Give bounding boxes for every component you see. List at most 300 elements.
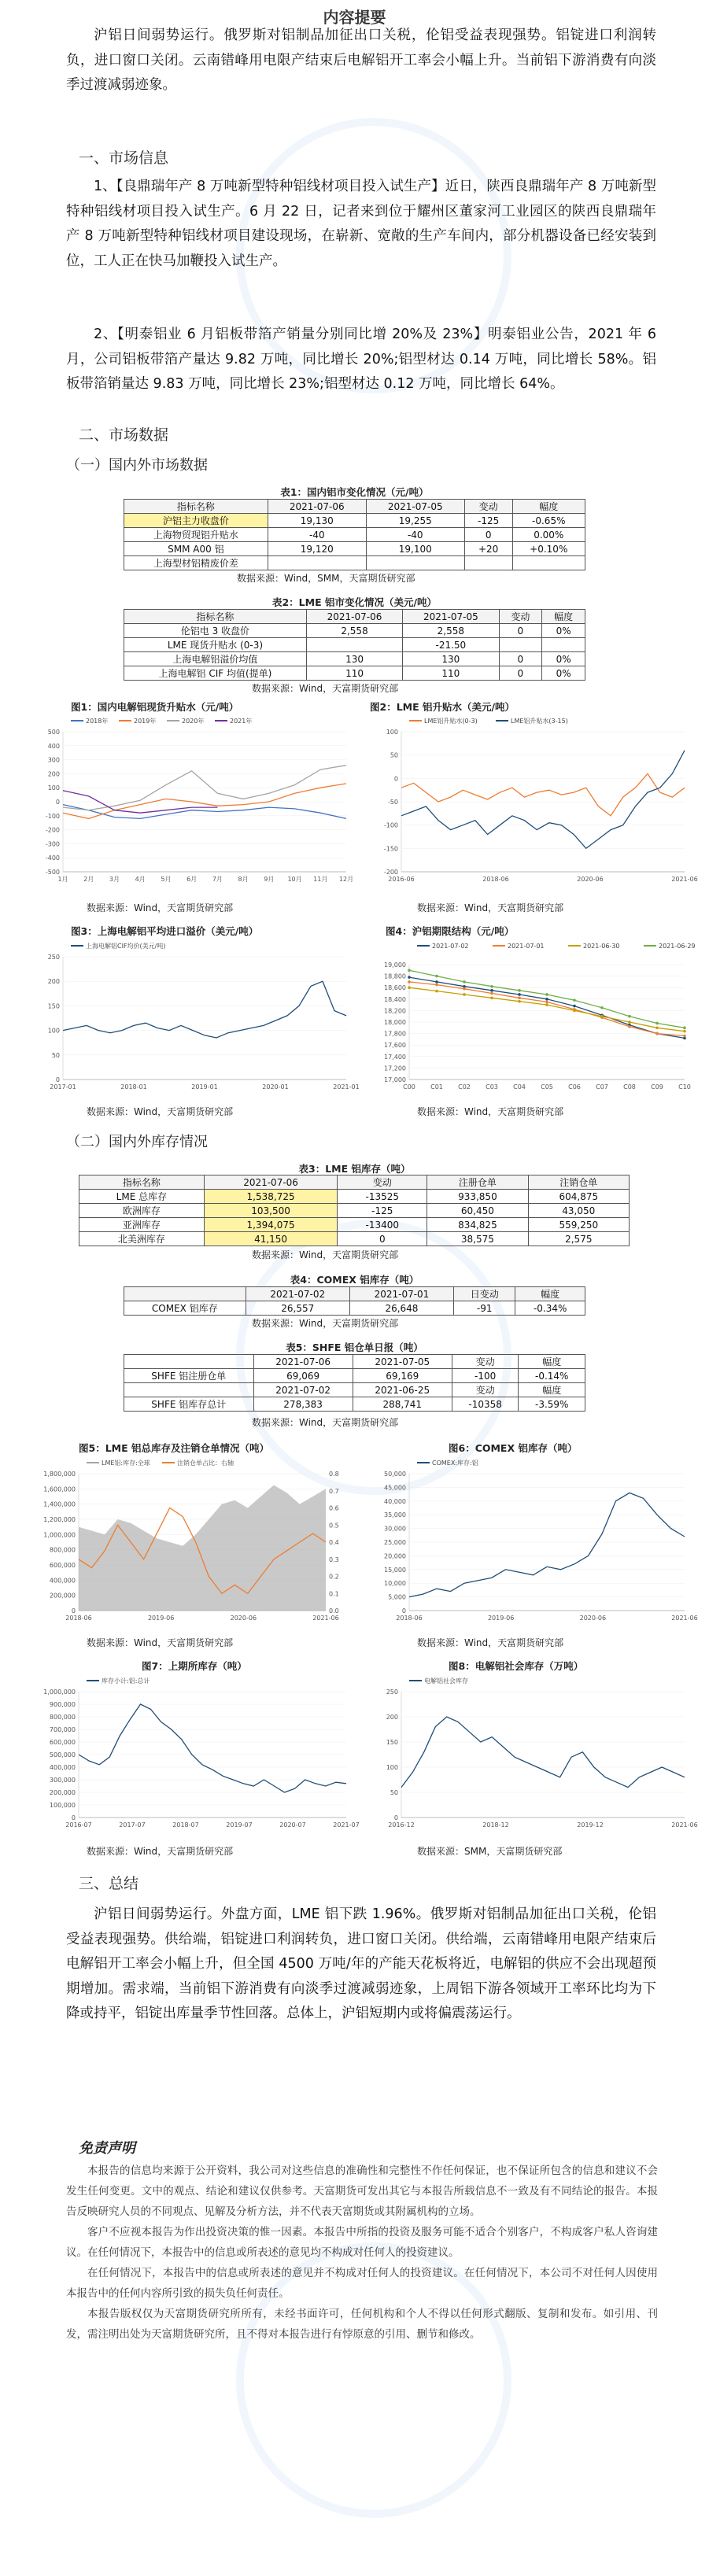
x-tick-label: 3月 xyxy=(109,876,120,883)
table4-comex-inventory xyxy=(124,1286,585,1316)
y-tick-label: 600,000 xyxy=(49,1562,76,1569)
y2-tick-label: 0.5 xyxy=(329,1522,339,1530)
x-tick-label: 2020-06 xyxy=(577,876,604,883)
series-line xyxy=(409,982,685,1036)
table-cell: 2,575 xyxy=(528,1232,629,1246)
legend-label: LME铝升贴水(3-15) xyxy=(511,718,568,725)
table-cell: 欧洲库存 xyxy=(79,1204,205,1218)
subsection-heading-inventory: （二）国内外库存情况 xyxy=(66,1134,208,1150)
legend-label: 2018年 xyxy=(86,718,109,725)
x-tick-label: 2017-01 xyxy=(50,1083,76,1091)
figure6-caption: 图6：COMEX 铝库存（吨） xyxy=(449,1442,578,1454)
legend-label: 2021-07-01 xyxy=(508,943,545,950)
table-header-cell xyxy=(124,1287,246,1301)
data-point xyxy=(573,1005,576,1008)
y-tick-label: 300,000 xyxy=(49,1777,76,1784)
y-tick-label: 100 xyxy=(386,1764,398,1771)
x-tick-label: 2016-07 xyxy=(65,1821,92,1829)
table-cell: 变动 xyxy=(452,1355,519,1369)
f4-svg xyxy=(362,938,696,1100)
table-cell: LME 现货升贴水 (0-3) xyxy=(124,638,307,652)
y-tick-label: 0 xyxy=(55,1076,60,1083)
table-cell: 19,255 xyxy=(366,514,464,528)
figure7-chart xyxy=(24,1673,360,1840)
x-tick-label: 2019-12 xyxy=(577,1821,604,1829)
table-cell: 933,850 xyxy=(427,1190,528,1204)
table-header-cell: 2021-07-06 xyxy=(204,1175,338,1190)
table-cell xyxy=(124,1355,254,1369)
table-cell: 26,648 xyxy=(349,1301,453,1316)
news-item-2: 2、【明泰铝业 6 月铝板带箔产销量分别同比增 20%及 23%】明泰铝业公告，2021 年 6 月，公司铝板带箔产量达 9.82 万吨，同比增长 20%;铝型材达 0.14 万吨，同比增长 58%。铝板带箔销量达 9.83 万吨，同比增长 23%;铝型材达 0.12 万吨，同比增长 64%。 xyxy=(66,327,656,392)
y-tick-label: 600,000 xyxy=(49,1739,76,1746)
series-line xyxy=(63,981,346,1038)
data-point xyxy=(518,997,521,1000)
table-cell: 19,100 xyxy=(366,542,464,556)
y-tick-label: 150 xyxy=(47,1002,60,1010)
table-cell: 上海物贸现铝升贴水 xyxy=(124,528,268,542)
table-header-cell: 注册仓单 xyxy=(427,1175,528,1190)
x-tick-label: 2019-06 xyxy=(487,1615,515,1622)
y2-tick-label: 0.2 xyxy=(329,1573,339,1581)
y-tick-label: 500 xyxy=(47,729,60,736)
y-tick-label: 250 xyxy=(386,1688,398,1696)
y2-tick-label: 0.7 xyxy=(329,1487,339,1495)
table-row xyxy=(124,528,585,542)
table-cell: 0% xyxy=(542,666,585,681)
y-tick-label: 30,000 xyxy=(384,1525,406,1533)
legend-label: 2019年 xyxy=(134,718,157,725)
table-row xyxy=(124,1383,585,1397)
x-tick-label: 2021-06 xyxy=(671,1821,698,1829)
table-cell: 0 xyxy=(499,624,542,638)
table-cell: 1,538,725 xyxy=(204,1190,338,1204)
y-tick-label: 200,000 xyxy=(49,1789,76,1796)
table-cell: 110 xyxy=(306,666,402,681)
y-tick-label: 200 xyxy=(47,978,60,986)
section-heading-market-info: 一、市场信息 xyxy=(79,149,169,167)
data-point xyxy=(628,1025,631,1028)
y-tick-label: 1,600,000 xyxy=(43,1485,76,1493)
figure1-source: 数据来源：Wind，天富期货研究部 xyxy=(87,902,234,913)
table-cell: 0 xyxy=(464,528,512,542)
y-tick-label: 17,200 xyxy=(384,1065,406,1072)
data-point xyxy=(545,993,548,996)
data-point xyxy=(463,987,466,991)
figure3-chart xyxy=(24,938,360,1100)
table1-source: 数据来源：Wind，SMM，天富期货研究部 xyxy=(237,573,415,584)
x-tick-label: 2021-07 xyxy=(333,1821,360,1829)
table-cell: 110 xyxy=(403,666,499,681)
table-cell: -91 xyxy=(454,1301,515,1316)
table-header-cell: 幅度 xyxy=(515,1287,585,1301)
table-cell xyxy=(464,556,512,570)
data-point xyxy=(573,998,576,1002)
x-tick-label: C07 xyxy=(596,1083,608,1091)
data-point xyxy=(408,986,411,989)
figure5-chart xyxy=(24,1455,354,1633)
data-point xyxy=(683,1035,686,1038)
series-line xyxy=(409,1493,685,1596)
y-tick-label: 0 xyxy=(55,799,60,806)
x-tick-label: C01 xyxy=(430,1083,443,1091)
figure2-caption: 图2：LME 铝升贴水（美元/吨） xyxy=(370,701,515,713)
table-cell: 834,825 xyxy=(427,1218,528,1232)
figure4-source: 数据来源：Wind，天富期货研究部 xyxy=(417,1106,564,1117)
y-tick-label: 17,400 xyxy=(384,1053,406,1061)
x-tick-label: 7月 xyxy=(212,876,223,883)
legend-label: 电解铝社会库存 xyxy=(424,1677,468,1685)
y-tick-label: 0 xyxy=(393,775,398,783)
y-tick-label: -150 xyxy=(383,845,398,853)
table-cell: 604,875 xyxy=(528,1190,629,1204)
table-cell: 2,558 xyxy=(306,624,402,638)
x-tick-label: 10月 xyxy=(287,876,302,883)
data-point xyxy=(490,997,493,1000)
table4-source: 数据来源：Wind，天富期货研究部 xyxy=(252,1318,399,1329)
table-header-cell: 变动 xyxy=(338,1175,427,1190)
table-cell: -0.65% xyxy=(512,514,585,528)
legend-label: COMEX:库存:铝 xyxy=(432,1460,478,1467)
table-cell: 38,575 xyxy=(427,1232,528,1246)
table-row xyxy=(79,1204,630,1218)
table-cell: LME 总库存 xyxy=(79,1190,205,1204)
table-cell: 北美洲库存 xyxy=(79,1232,205,1246)
x-tick-label: 2020-07 xyxy=(279,1821,306,1829)
table-cell: 19,120 xyxy=(268,542,366,556)
figure8-chart xyxy=(362,1673,698,1840)
y-tick-label: -300 xyxy=(45,840,60,848)
x-tick-label: C05 xyxy=(541,1083,553,1091)
data-point xyxy=(600,1006,604,1009)
x-tick-label: 12月 xyxy=(338,876,354,883)
disclaimer-paragraph: 客户不应视本报告为作出投资决策的惟一因素。本报告中所指的投资及服务可能不适合个别客户，不构成客户私人咨询建议。在任何情况下，本报告中的信息或所表述的意见均不构成对任何人的投资建议。 xyxy=(66,2226,658,2259)
table-row xyxy=(124,542,585,556)
x-tick-label: 2019-06 xyxy=(147,1615,175,1622)
section-heading-market-data: 二、市场数据 xyxy=(79,426,169,444)
x-tick-label: 9月 xyxy=(264,876,275,883)
y-tick-label: 50,000 xyxy=(384,1471,406,1478)
table-header-cell: 变动 xyxy=(464,500,512,514)
y-tick-label: 17,600 xyxy=(384,1042,406,1050)
table-cell xyxy=(499,638,542,652)
y-tick-label: 0 xyxy=(401,1607,406,1615)
table-cell: SHFE 铝库存总计 xyxy=(124,1397,254,1412)
data-point xyxy=(628,1020,631,1024)
table-cell: 0% xyxy=(542,652,585,666)
table-cell: 41,150 xyxy=(204,1232,338,1246)
table-row xyxy=(124,1369,585,1383)
y-tick-label: 50 xyxy=(390,1789,398,1796)
data-point xyxy=(463,993,466,996)
y-tick-label: 17,000 xyxy=(384,1076,406,1083)
y-tick-label: 19,000 xyxy=(384,961,406,969)
legend-label: 2021-06-30 xyxy=(583,943,620,950)
table2-lme-aluminum xyxy=(124,609,585,681)
y-tick-label: 400 xyxy=(47,742,60,750)
table4-caption: 表4：COMEX 铝库存（吨） xyxy=(290,1274,419,1286)
figure6-chart xyxy=(362,1455,698,1633)
table3-caption: 表3：LME 铝库存（吨） xyxy=(298,1163,411,1175)
data-point xyxy=(683,1027,686,1030)
legend-label: 上海电解铝CIF均价(美元/吨) xyxy=(86,943,166,950)
x-tick-label: C04 xyxy=(513,1083,526,1091)
data-point xyxy=(408,980,411,984)
figure3-caption: 图3：上海电解铝平均进口溢价（美元/吨） xyxy=(71,925,259,937)
table-cell: 上海电解铝溢价均值 xyxy=(124,652,307,666)
table-cell: -125 xyxy=(338,1204,427,1218)
y-tick-label: 18,200 xyxy=(384,1007,406,1015)
y-tick-label: 1,000,000 xyxy=(43,1531,76,1539)
table-row xyxy=(124,556,585,570)
table-cell: 伦铝电 3 收盘价 xyxy=(124,624,307,638)
table-cell: 2021-07-05 xyxy=(353,1355,452,1369)
y-tick-label: 1,000,000 xyxy=(43,1688,76,1696)
table-row xyxy=(124,1301,585,1316)
x-tick-label: 2018-01 xyxy=(120,1083,147,1091)
disclaimer-paragraph: 本报告的信息均来源于公开资料，我公司对这些信息的准确性和完整性不作任何保证，也不保证所包含的信息和建议不会发生任何变更。文中的观点、结论和建议仅供参考。天富期货可发出其它与本报告所载信息不一致及有不同结论的报告。本报告反映研究人员的不同观点、见解及分析方法，并不代表天富期货或其附属机构的立场。 xyxy=(66,2165,658,2218)
figure5-source: 数据来源：Wind，天富期货研究部 xyxy=(87,1637,234,1648)
table-cell xyxy=(366,556,464,570)
table-header-cell: 指标名称 xyxy=(124,500,268,514)
table-header-cell: 2021-07-01 xyxy=(349,1287,453,1301)
x-tick-label: 2019-07 xyxy=(226,1821,253,1829)
x-tick-label: 2019-01 xyxy=(191,1083,218,1091)
table-cell: 幅度 xyxy=(519,1355,585,1369)
y-tick-label: -200 xyxy=(383,869,398,876)
table-row xyxy=(79,1218,630,1232)
table-cell xyxy=(542,638,585,652)
x-tick-label: 2018-07 xyxy=(172,1821,199,1829)
table-cell: 130 xyxy=(403,652,499,666)
disclaimer-title: 免责声明 xyxy=(79,2140,135,2157)
y-tick-label: -500 xyxy=(45,869,60,876)
y-tick-label: 100 xyxy=(47,1027,60,1035)
data-point xyxy=(463,980,466,984)
figure6-source: 数据来源：Wind，天富期货研究部 xyxy=(417,1637,564,1648)
x-tick-label: C02 xyxy=(458,1083,471,1091)
y-tick-label: 1,200,000 xyxy=(43,1516,76,1523)
table-cell: 上海型材铝精废价差 xyxy=(124,556,268,570)
y-tick-label: 200 xyxy=(386,1714,398,1721)
data-point xyxy=(545,1003,548,1006)
x-tick-label: 11月 xyxy=(313,876,328,883)
table-header-cell: 指标名称 xyxy=(79,1175,205,1190)
doc-title: 内容提要 xyxy=(323,8,386,27)
y-tick-label: 100 xyxy=(386,729,398,736)
subsection-heading-domestic-foreign: （一）国内外市场数据 xyxy=(66,457,208,474)
table-cell: 0% xyxy=(542,624,585,638)
table-cell: -3.59% xyxy=(519,1397,585,1412)
x-tick-label: C09 xyxy=(651,1083,663,1091)
y-tick-label: 20,000 xyxy=(384,1552,406,1560)
data-point xyxy=(435,975,438,978)
y-tick-label: 18,000 xyxy=(384,1019,406,1026)
table-cell: 沪铝主力收盘价 xyxy=(124,514,268,528)
series-line xyxy=(79,1704,346,1792)
y-tick-label: 5,000 xyxy=(388,1593,406,1601)
figure4-chart xyxy=(362,938,696,1100)
table3-lme-inventory xyxy=(79,1175,630,1246)
table-header-cell: 2021-07-02 xyxy=(246,1287,349,1301)
table-cell: 变动 xyxy=(452,1383,519,1397)
table-cell: 103,500 xyxy=(204,1204,338,1218)
table2-source: 数据来源：Wind，天富期货研究部 xyxy=(252,683,399,694)
table-row xyxy=(124,638,585,652)
data-point xyxy=(655,1032,659,1035)
table1-caption: 表1：国内铝市变化情况（元/吨） xyxy=(280,486,429,498)
table-cell: SMM A00 铝 xyxy=(124,542,268,556)
y2-tick-label: 0.3 xyxy=(329,1556,339,1563)
table-cell: 2021-06-25 xyxy=(353,1383,452,1397)
legend-label: 2021年 xyxy=(230,718,253,725)
y-tick-label: 100 xyxy=(47,784,60,792)
table-cell: 亚洲库存 xyxy=(79,1218,205,1232)
x-tick-label: 2021-01 xyxy=(333,1083,360,1091)
table-cell: 1,394,075 xyxy=(204,1218,338,1232)
y-tick-label: -400 xyxy=(45,854,60,862)
table-cell: -13525 xyxy=(338,1190,427,1204)
table-cell: -21.50 xyxy=(403,638,499,652)
table-cell: 43,050 xyxy=(528,1204,629,1218)
y-tick-label: 1,800,000 xyxy=(43,1471,76,1478)
x-tick-label: C03 xyxy=(486,1083,498,1091)
figure7-source: 数据来源：Wind，天富期货研究部 xyxy=(87,1846,234,1857)
figure7-caption: 图7：上期所库存（吨） xyxy=(142,1660,247,1672)
table-cell: 559,250 xyxy=(528,1218,629,1232)
legend-label: 2021-07-02 xyxy=(432,943,469,950)
table-header-row xyxy=(79,1175,630,1190)
y-tick-label: 15,000 xyxy=(384,1566,406,1574)
table-cell: 2021-07-02 xyxy=(253,1383,353,1397)
figure2-chart xyxy=(362,713,698,895)
table5-shfe-warrants xyxy=(124,1354,585,1412)
x-tick-label: 5月 xyxy=(161,876,172,883)
x-tick-label: 2016-12 xyxy=(388,1821,415,1829)
x-tick-label: C06 xyxy=(568,1083,581,1091)
data-point xyxy=(600,1015,604,1018)
data-point xyxy=(518,989,521,992)
legend-label: 注销仓单占比：右轴 xyxy=(177,1460,234,1467)
y-tick-label: -100 xyxy=(383,821,398,829)
series-line xyxy=(401,773,685,815)
legend-label: LME铝升贴水(0-3) xyxy=(424,718,478,725)
table-cell: 0 xyxy=(499,652,542,666)
data-point xyxy=(435,990,438,993)
disclaimer-paragraph: 本报告版权仅为天富期货研究所所有，未经书面许可，任何机构和个人不得以任何形式翻版、复制和发布。如引用、刊发，需注明出处为天富期货研究所，且不得对本报告进行有悖原意的引用、删节和修改。 xyxy=(66,2308,658,2341)
table-header-row xyxy=(124,500,585,514)
table-cell: -13400 xyxy=(338,1218,427,1232)
x-tick-label: 2021-06 xyxy=(671,876,698,883)
y-tick-label: 700,000 xyxy=(49,1726,76,1733)
y-tick-label: 0 xyxy=(393,1814,398,1821)
table-row xyxy=(124,624,585,638)
data-point xyxy=(518,993,521,996)
news-item-1: 1、【良鼎瑞年产 8 万吨新型特种铝线材项目投入试生产】近日，陕西良鼎瑞年产 8 万吨新型特种铝线材项目投入试生产。6 月 22 日，记者来到位于耀州区董家河工业园区的陕西良鼎瑞年产 8 万吨新型特种铝线材项目建设现场，在崭新、宽敞的生产车间内，部分机器设备已经安装到位，工人正在快马加鞭投入试生产。 xyxy=(66,179,656,269)
table-row xyxy=(124,1397,585,1412)
x-tick-label: 2017-07 xyxy=(119,1821,146,1829)
figure5-caption: 图5：LME 铝总库存及注销仓单情况（吨） xyxy=(79,1442,269,1454)
legend-label: 2020年 xyxy=(182,718,205,725)
table-header-cell: 2021-07-06 xyxy=(268,500,366,514)
table-cell xyxy=(512,556,585,570)
table-cell: 2021-07-06 xyxy=(253,1355,353,1369)
x-tick-label: 2016-06 xyxy=(388,876,415,883)
series-line xyxy=(63,805,346,819)
section-heading-conclusion: 三、总结 xyxy=(79,1875,139,1892)
x-tick-label: 1月 xyxy=(57,876,68,883)
conclusion-paragraph: 沪铝日间弱势运行。外盘方面，LME 铝下跌 1.96%。俄罗斯对铝制品加征出口关税，伦铝受益表现强势。供给端，铝锭进口利润转负，进口窗口关闭。供给端，云南错峰用电限产结束后电解铝开工率会小幅上升，但全国 4500 万吨/年的产能天花板将近，电解铝的供应不会出现超预期增加。需求端，当前铝下游消费有向淡季过渡减弱迹象，上周铝下游各领域开工率环比均为下降或持平，铝锭出库量季节性回落。总体上，沪铝短期内或将偏震荡运行。 xyxy=(66,1906,656,2021)
table-header-row xyxy=(124,610,585,624)
table-cell: +20 xyxy=(464,542,512,556)
f7-svg xyxy=(24,1673,360,1840)
y-tick-label: 18,800 xyxy=(384,972,406,980)
table-cell: -10358 xyxy=(452,1397,519,1412)
legend-label: 2021-06-29 xyxy=(659,943,696,950)
x-tick-label: 2021-06 xyxy=(671,1615,698,1622)
table-cell: 19,130 xyxy=(268,514,366,528)
y-tick-label: 800,000 xyxy=(49,1714,76,1721)
table5-source: 数据来源：Wind，天富期货研究部 xyxy=(252,1417,399,1428)
table-cell: 130 xyxy=(306,652,402,666)
table-row xyxy=(79,1190,630,1204)
table-cell: 26,557 xyxy=(246,1301,349,1316)
table-cell: 0.00% xyxy=(512,528,585,542)
x-tick-label: 2020-06 xyxy=(579,1615,607,1622)
data-point xyxy=(655,1022,659,1025)
table-cell: 60,450 xyxy=(427,1204,528,1218)
y-tick-label: -200 xyxy=(45,826,60,834)
y-tick-label: 0 xyxy=(71,1814,76,1821)
x-tick-label: 2020-06 xyxy=(230,1615,257,1622)
figure3-source: 数据来源：Wind，天富期货研究部 xyxy=(87,1106,234,1117)
data-point xyxy=(408,976,411,979)
table-cell: -125 xyxy=(464,514,512,528)
x-tick-label: 2月 xyxy=(83,876,94,883)
data-point xyxy=(545,998,548,1001)
y2-tick-label: 0.4 xyxy=(329,1539,339,1546)
y-tick-label: -100 xyxy=(45,812,60,820)
data-point xyxy=(490,989,493,992)
table-cell: 幅度 xyxy=(519,1383,585,1397)
table-cell: -0.34% xyxy=(515,1301,585,1316)
data-point xyxy=(545,1001,548,1004)
y-tick-label: 0 xyxy=(71,1607,76,1615)
table-cell: SHFE 铝注册仓单 xyxy=(124,1369,254,1383)
table-header-cell: 幅度 xyxy=(542,610,585,624)
y-tick-label: 1,400,000 xyxy=(43,1500,76,1508)
data-point xyxy=(683,1030,686,1033)
data-point xyxy=(435,980,438,984)
data-point xyxy=(490,992,493,995)
table-header-cell: 2021-07-05 xyxy=(366,500,464,514)
table-cell xyxy=(268,556,366,570)
table2-caption: 表2：LME 铝市变化情况（美元/吨） xyxy=(271,596,438,608)
y-tick-label: 500,000 xyxy=(49,1751,76,1759)
x-tick-label: 2018-06 xyxy=(482,876,509,883)
x-tick-label: 4月 xyxy=(135,876,146,883)
y2-tick-label: 0.6 xyxy=(329,1504,339,1512)
table-header-cell: 幅度 xyxy=(512,500,585,514)
table-row xyxy=(124,666,585,681)
f5-svg xyxy=(24,1455,354,1633)
table-row xyxy=(79,1232,630,1246)
table-header-cell: 日变动 xyxy=(454,1287,515,1301)
y-tick-label: 400,000 xyxy=(49,1764,76,1771)
x-tick-label: C08 xyxy=(623,1083,636,1091)
table-cell: -0.14% xyxy=(519,1369,585,1383)
x-tick-label: C10 xyxy=(678,1083,691,1091)
data-point xyxy=(518,1000,521,1003)
